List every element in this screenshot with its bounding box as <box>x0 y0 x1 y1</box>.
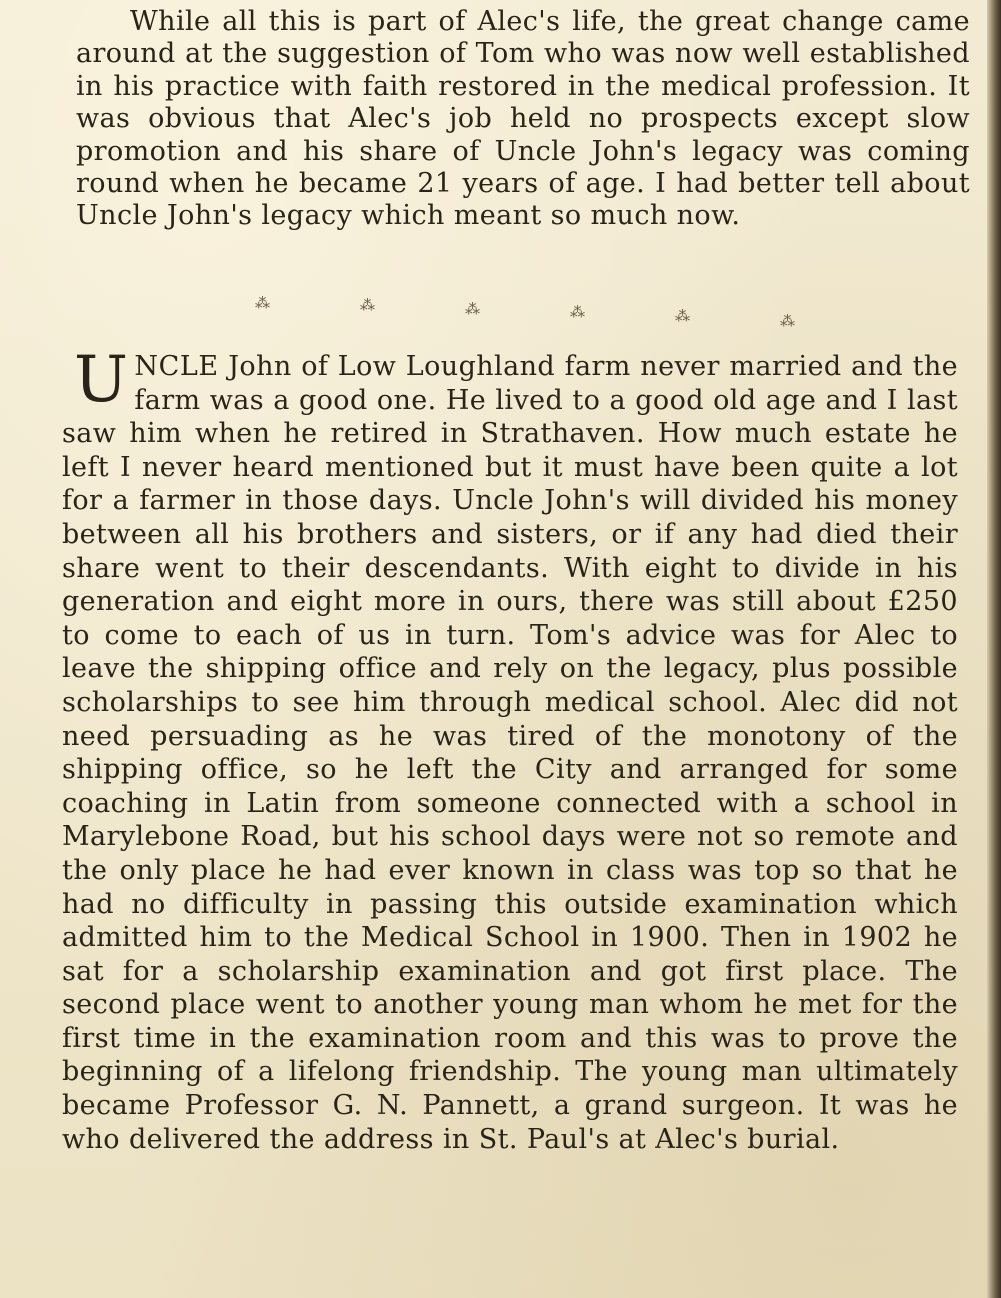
separator-star: ⁂ <box>465 300 480 318</box>
main-paragraph <box>62 343 958 1156</box>
separator-star: ⁂ <box>255 294 270 312</box>
separator-star: ⁂ <box>570 303 585 321</box>
lead-word: NCLE <box>134 351 219 382</box>
separator-star: ⁂ <box>360 296 375 314</box>
section-separator <box>255 292 795 332</box>
separator-star: ⁂ <box>780 312 795 330</box>
intro-paragraph: While all this is part of Alec's life, the great change came around at the suggestion of Tom who was now well established in his practice with faith restored in the medical profession. It was obvious that Alec's job held no prospects except slow promotion and his share of Uncle John's legacy was coming round when he became 21 years of age. I had better tell about Uncle John's legacy which meant so much now. <box>76 6 970 232</box>
page-edge-shadow <box>987 0 1001 1298</box>
main-paragraph-text: John of Low Loughland farm never married and the farm was a good one. He lived to a good old age and I last saw him when he retired in Strathaven. How much estate he left I never heard mentioned but it must have been quite a lot for a farmer in those days. Uncle John's will divided his money between all his brothers and sisters, or if any had died their share went to their descendants. With eight to divide in his generation and eight more in ours, there was still about £250 to come to each of us in turn. Tom's advice was for Alec to leave the shipping office and rely on the legacy, plus possible scholarships to see him through medical school. Alec did not need persuading as he was tired of the monotony of the shipping office, so he left the City and arranged for some coaching in Latin from someone connected with a school in Marylebone Road, but his school days were not so remote and the only place he had ever known in class was top so that he had no difficulty in passing this outside examination which admitted him to the Medical School in 1900. Then in 1902 he sat for a scholarship examination and got first place. The second place went to another young man whom he met for the first time in the examination room and this was to prove the beginning of a lifelong friendship. The young man ultimately became Professor G. N. Pannett, a grand surgeon. It was he who delivered the address in St. Paul's at Alec's burial. <box>62 351 958 1155</box>
separator-star: ⁂ <box>675 307 690 325</box>
drop-cap: U <box>74 343 129 417</box>
